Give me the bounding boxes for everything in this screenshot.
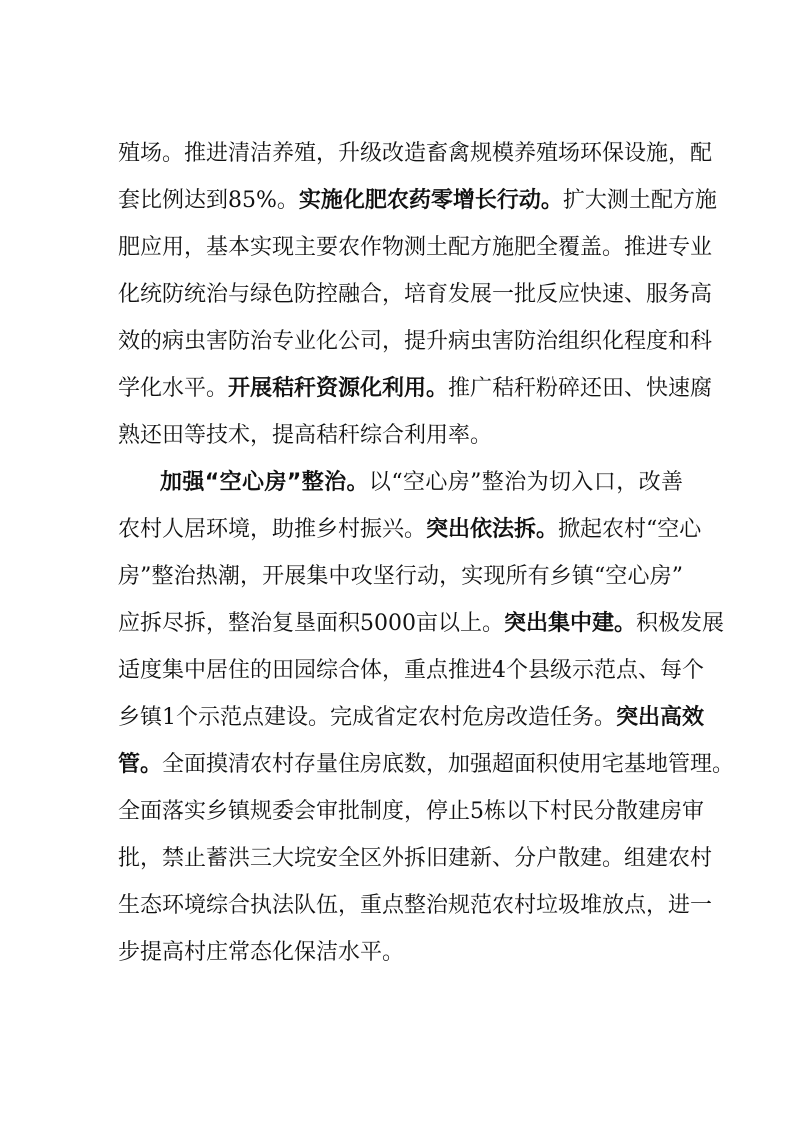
text-line [118, 656, 704, 686]
text: 全面摸清农村存量住房底数，加强超面积使用宅基地管理。 [162, 752, 735, 777]
text-line [118, 609, 725, 639]
text-line [118, 891, 713, 921]
text-line [118, 703, 705, 733]
text-line [118, 327, 713, 357]
bold-phrase: 加强“空心房”整治。 [160, 470, 369, 495]
bold-phrase: 突出集中建。 [504, 611, 637, 636]
bold-phrase: 实施化肥农药零增长行动。 [298, 188, 563, 213]
text: 套比例达到85%。 [118, 188, 299, 213]
text: 步提高村庄常态化保洁水平。 [118, 940, 405, 965]
text: 掀起农村“空心 [558, 517, 702, 542]
text: 乡镇1个示范点建设。完成省定农村危房改造任务。 [118, 705, 616, 730]
text: 效的病虫害防治专业化公司，提升病虫害防治组织化程度和科 [118, 329, 713, 354]
text-line [118, 844, 713, 874]
text-line [118, 139, 713, 169]
text: 推广秸秆粉碎还田、快速腐 [448, 376, 713, 401]
text-line [118, 797, 704, 827]
text: 熟还田等技术，提高秸秆综合利用率。 [118, 423, 493, 448]
text-line [118, 938, 683, 968]
text-line [118, 515, 702, 545]
text-line [118, 280, 713, 310]
text: 适度集中居住的田园综合体，重点推进4个县级示范点、每个 [118, 658, 704, 683]
bold-phrase: 开展秸秆资源化利用。 [228, 376, 449, 401]
text: 殖场。推进清洁养殖，升级改造畜禽规模养殖场环保设施，配 [118, 141, 713, 166]
text: 全面落实乡镇规委会审批制度，停止5栋以下村民分散建房审 [118, 799, 704, 824]
text: 扩大测土配方施 [562, 188, 717, 213]
text: 应拆尽拆，整治复垦面积5000亩以上。 [118, 611, 504, 636]
text: 肥应用，基本实现主要农作物测土配方施肥全覆盖。推进专业 [118, 235, 713, 260]
text: 化统防统治与绿色防控融合，培育发展一批反应快速、服务高 [118, 282, 713, 307]
text: 以“空心房”整治为切入口，改善 [368, 470, 684, 495]
text: 学化水平。 [118, 376, 229, 401]
text: 农村人居环境，助推乡村振兴。 [118, 517, 427, 542]
bold-phrase: 突出高效 [616, 705, 705, 730]
bold-phrase: 管。 [118, 752, 163, 777]
text-line [160, 468, 683, 498]
text-line [118, 233, 713, 263]
bold-phrase: 突出依法拆。 [426, 517, 559, 542]
text-line [118, 750, 735, 780]
text: 积极发展 [636, 611, 725, 636]
text-line [118, 421, 683, 451]
text: 批，禁止蓄洪三大垸安全区外拆旧建新、分户散建。组建农村 [118, 846, 713, 871]
text-line [118, 186, 717, 216]
text-line [118, 374, 713, 404]
text: 房”整治热潮，开展集中攻坚行动，实现所有乡镇“空心房” [118, 564, 683, 589]
text-line [118, 562, 683, 592]
text: 生态环境综合执法队伍，重点整治规范农村垃圾堆放点，进一 [118, 893, 713, 918]
